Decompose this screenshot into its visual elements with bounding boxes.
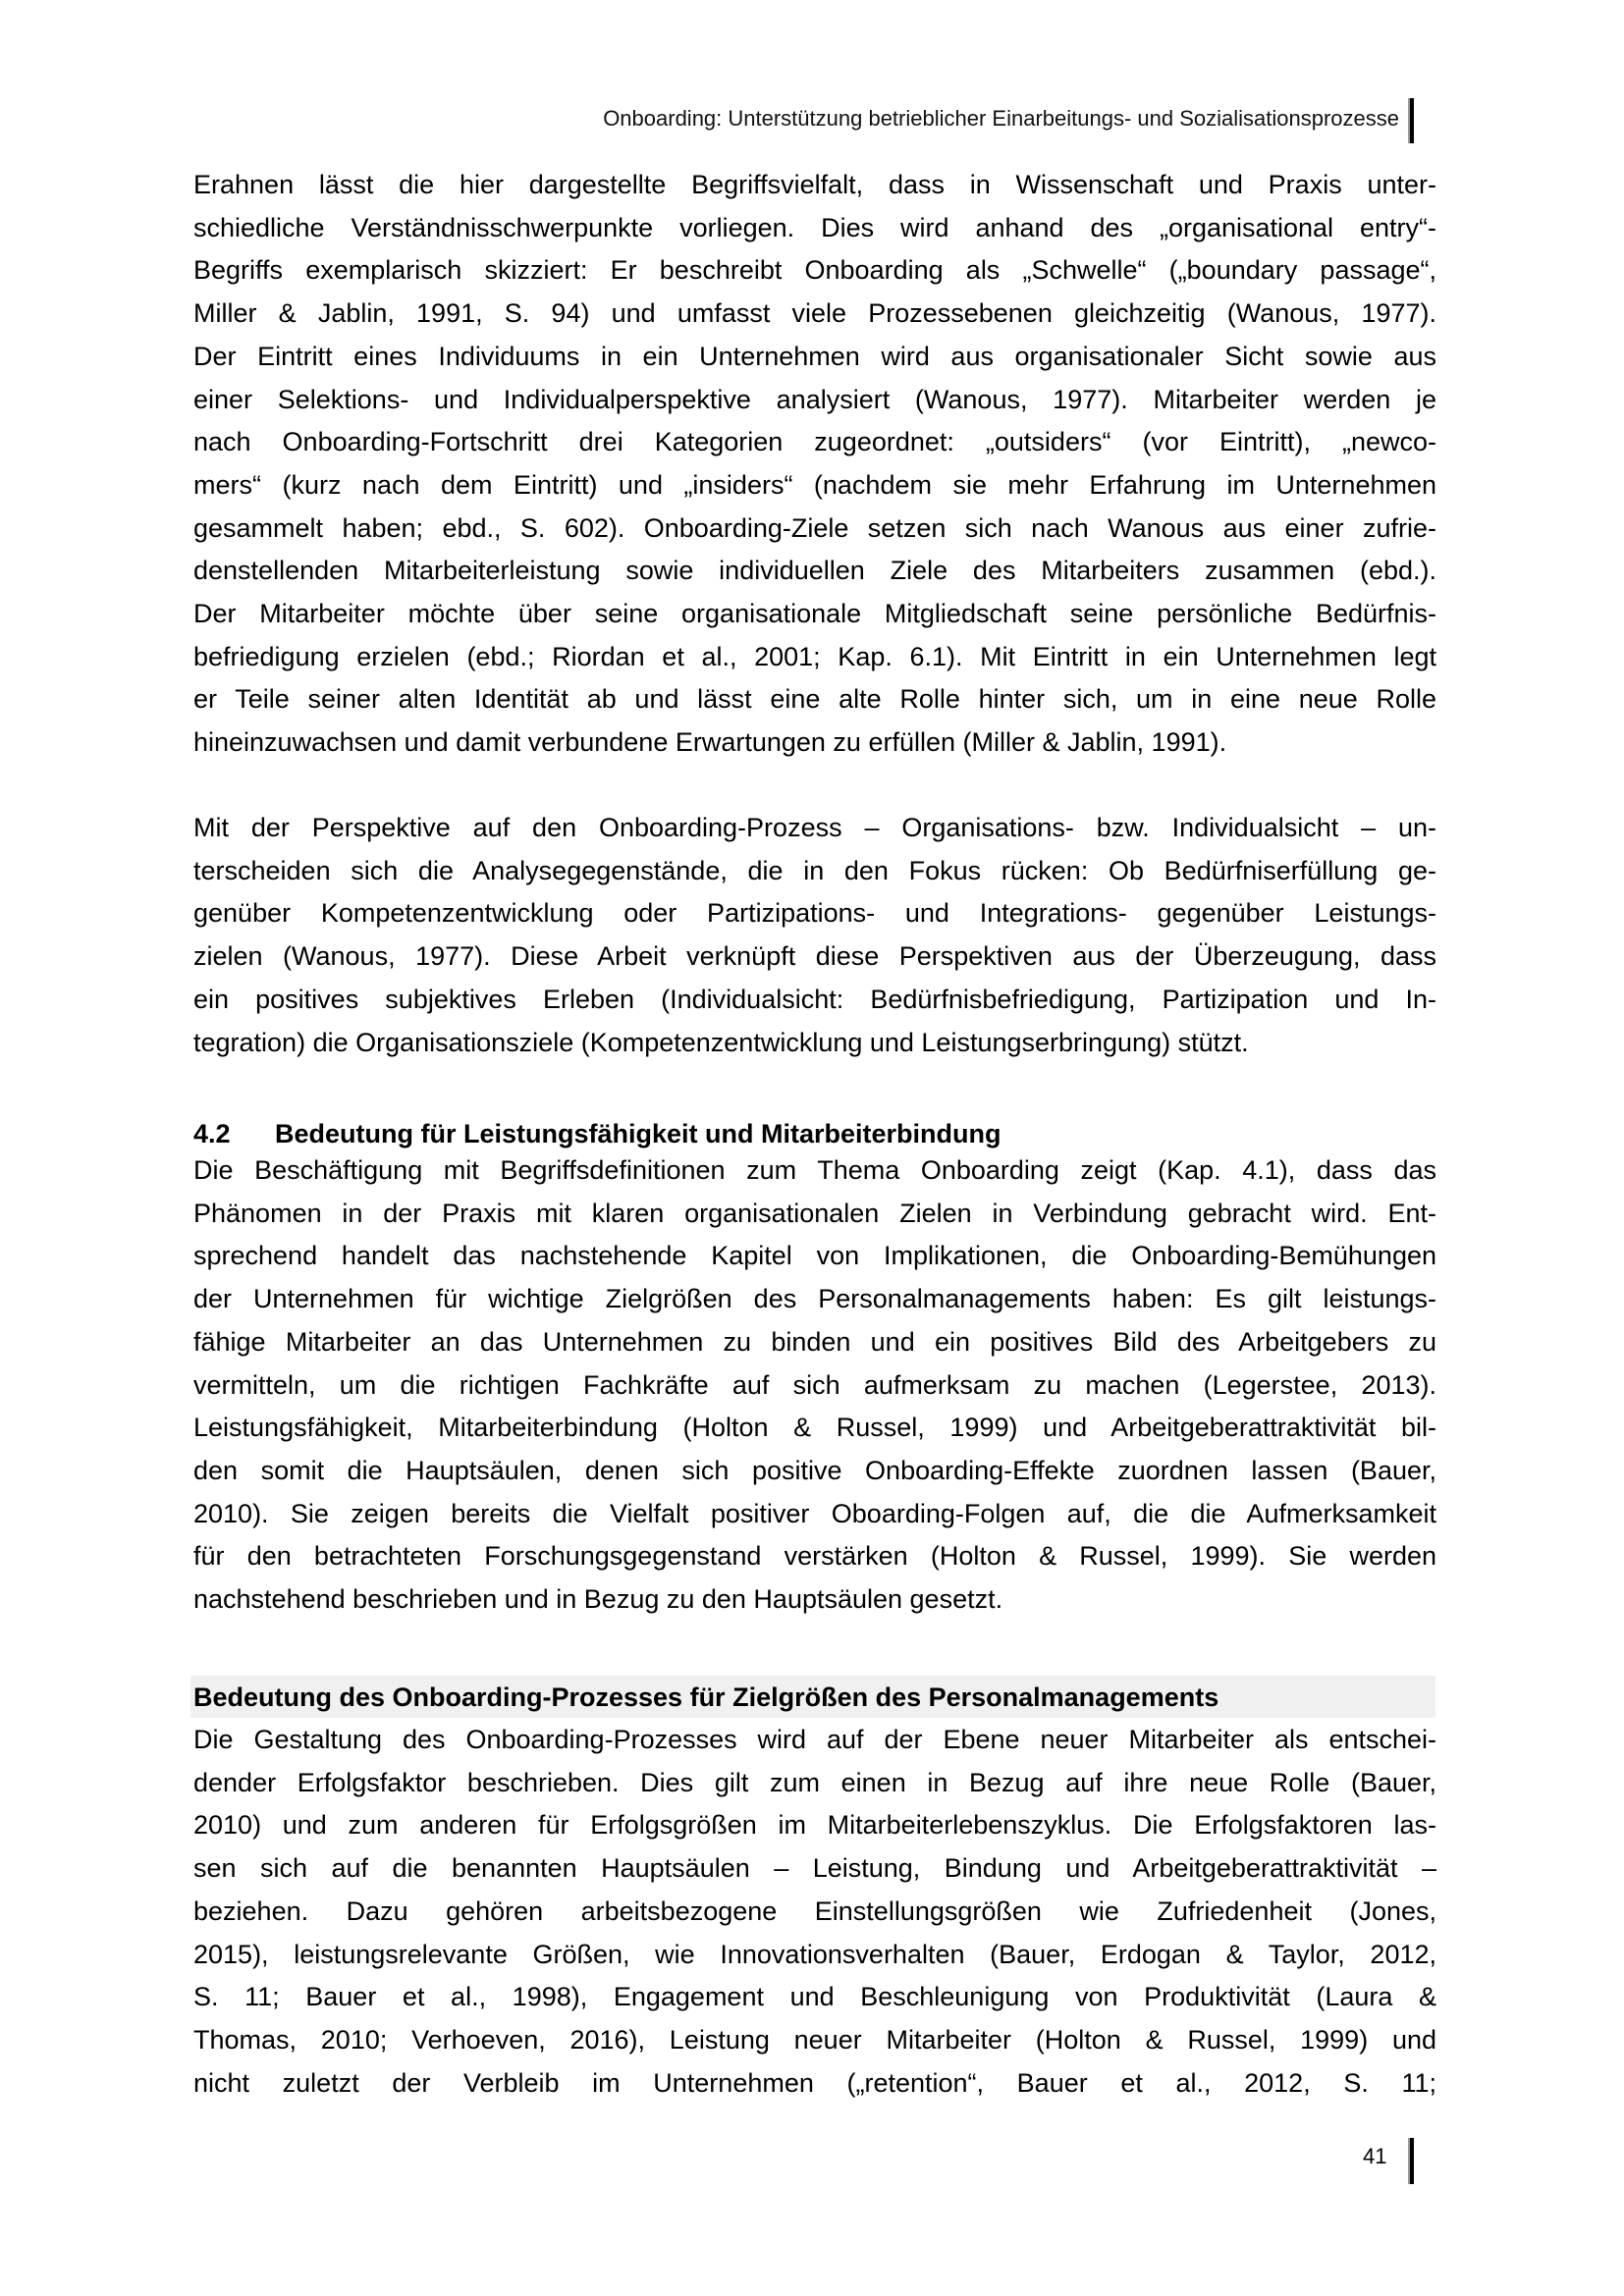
text-line: terscheiden sich die Analysegegenstände, die in den Fokus rücken: Ob Bedürfniserfüllung ge- [193,855,1436,885]
text-line: zielen (Wanous, 1977). Diese Arbeit verknüpft diese Perspektiven aus der Überzeugung, dass [193,941,1436,972]
text-line: Thomas, 2010; Verhoeven, 2016), Leistung neuer Mitarbeiter (Holton & Russel, 1999) und [193,2024,1436,2055]
text-line: 2010) und zum anderen für Erfolgsgrößen im Mitarbeiterlebenszyklus. Die Erfolgsfaktoren las- [193,1810,1436,1841]
text-line: Miller & Jablin, 1991, S. 94) und umfasst viele Prozessebenen gleichzeitig (Wanous, 1977). [193,298,1436,329]
text-line: Leistungsfähigkeit, Mitarbeiterbindung (Holton & Russel, 1999) und Arbeitgeberattraktivität bil- [193,1413,1436,1443]
text-line: beziehen. Dazu gehören arbeitsbezogene Einstellungsgrößen wie Zufriedenheit (Jones, [193,1896,1436,1926]
text-line: tegration) die Organisationsziele (Kompetenzentwicklung und Leistungserbringung) stützt. [193,1027,1249,1057]
subheading-background [190,1676,1435,1718]
text-line: dender Erfolgsfaktor beschrieben. Dies gilt zum einen in Bezug auf ihre neue Rolle (Bauer, [193,1767,1436,1797]
text-line: befriedigung erzielen (ebd.; Riordan et al., 2001; Kap. 6.1). Mit Eintritt in ein Unternehmen legt [193,641,1436,671]
text-line: Mit der Perspektive auf den Onboarding-Prozess – Organisations- bzw. Individualsicht – un- [193,813,1436,842]
text-line: nach Onboarding-Fortschritt drei Kategorien zugeordnet: „outsiders“ (vor Eintritt), „newco- [193,427,1436,457]
text-line: 2010). Sie zeigen bereits die Vielfalt positiver Oboarding-Folgen auf, die die Aufmerksamkeit [193,1498,1436,1528]
text-line: sprechend handelt das nachstehende Kapitel von Implikationen, die Onboarding-Bemühungen [193,1241,1436,1271]
text-line: hineinzuwachsen und damit verbundene Erwartungen zu erfüllen (Miller & Jablin, 1991). [193,727,1227,758]
text-line: den somit die Hauptsäulen, denen sich positive Onboarding-Effekte zuordnen lassen (Bauer, [193,1455,1436,1485]
text-line: Begriffs exemplarisch skizziert: Er beschreibt Onboarding als „Schwelle“ („boundary passage“, [193,255,1436,286]
text-line: denstellenden Mitarbeiterleistung sowie individuellen Ziele des Mitarbeiters zusammen (ebd.). [193,556,1436,586]
header-rule [1410,98,1414,143]
text-line: genüber Kompetenzentwicklung oder Partizipations- und Integrations- gegenüber Leistungs- [193,898,1436,929]
subheading-title: Bedeutung des Onboarding-Prozesses für Zielgrößen des Personalmanagements [193,1682,1219,1712]
running-header: Onboarding: Unterstützung betrieblicher Einarbeitungs- und Sozialisationsprozesse [603,106,1399,131]
text-line: nicht zuletzt der Verbleib im Unternehmen („retention“, Bauer et al., 2012, S. 11; [193,2067,1436,2098]
text-line: für den betrachteten Forschungsgegenstand verstärken (Holton & Russel, 1999). Sie werden [193,1541,1436,1572]
text-line: sen sich auf die benannten Hauptsäulen – Leistung, Bindung und Arbeitgeberattraktivität – [193,1853,1436,1884]
text-line: nachstehend beschrieben und in Bezug zu den Hauptsäulen gesetzt. [193,1584,1003,1614]
text-line: Der Eintritt eines Individuums in ein Unternehmen wird aus organisationaler Sicht sowie aus [193,341,1436,371]
text-line: 2015), leistungsrelevante Größen, wie Innovationsverhalten (Bauer, Erdogan & Taylor, 2012, [193,1939,1436,1969]
text-line: Die Gestaltung des Onboarding-Prozesses wird auf der Ebene neuer Mitarbeiter als entschei- [193,1725,1436,1754]
text-line: vermitteln, um die richtigen Fachkräfte auf sich aufmerksam zu machen (Legerstee, 2013). [193,1369,1436,1400]
text-line: ein positives subjektives Erleben (Individualsicht: Bedürfnisbefriedigung, Partizipation und In- [193,984,1436,1014]
text-line: der Unternehmen für wichtige Zielgrößen des Personalmanagements haben: Es gilt leistungs- [193,1284,1436,1314]
text-line: Erahnen lässt die hier dargestellte Begriffsvielfalt, dass in Wissenschaft und Praxis unter- [193,170,1436,199]
text-line: gesammelt haben; ebd., S. 602). Onboarding-Ziele setzen sich nach Wanous aus einer zufrie- [193,512,1436,543]
section-number: 4.2 [193,1119,231,1148]
text-line: Phänomen in der Praxis mit klaren organisationalen Zielen in Verbindung gebracht wird. Ent- [193,1198,1436,1228]
text-line: schiedliche Verständnisschwerpunkte vorliegen. Dies wird anhand des „organisational entry“- [193,212,1436,242]
text-line: er Teile seiner alten Identität ab und lässt eine alte Rolle hinter sich, um in eine neue Rolle [193,684,1436,715]
text-line: einer Selektions- und Individualperspektive analysiert (Wanous, 1977). Mitarbeiter werden je [193,384,1436,414]
text-line: mers“ (kurz nach dem Eintritt) und „insiders“ (nachdem sie mehr Erfahrung im Unternehmen [193,469,1436,500]
section-title: Bedeutung für Leistungsfähigkeit und Mitarbeiterbindung [275,1119,1001,1148]
footer-rule [1410,2138,1414,2184]
text-line: Der Mitarbeiter möchte über seine organisationale Mitgliedschaft seine persönliche Bedürfnis- [193,599,1436,628]
text-line: Die Beschäftigung mit Begriffsdefinitionen zum Thema Onboarding zeigt (Kap. 4.1), dass das [193,1155,1436,1185]
text-line: S. 11; Bauer et al., 1998), Engagement und Beschleunigung von Produktivität (Laura & [193,1982,1436,2012]
page-number: 41 [1363,2144,1387,2168]
text-line: fähige Mitarbeiter an das Unternehmen zu binden und ein positives Bild des Arbeitgebers zu [193,1326,1436,1357]
